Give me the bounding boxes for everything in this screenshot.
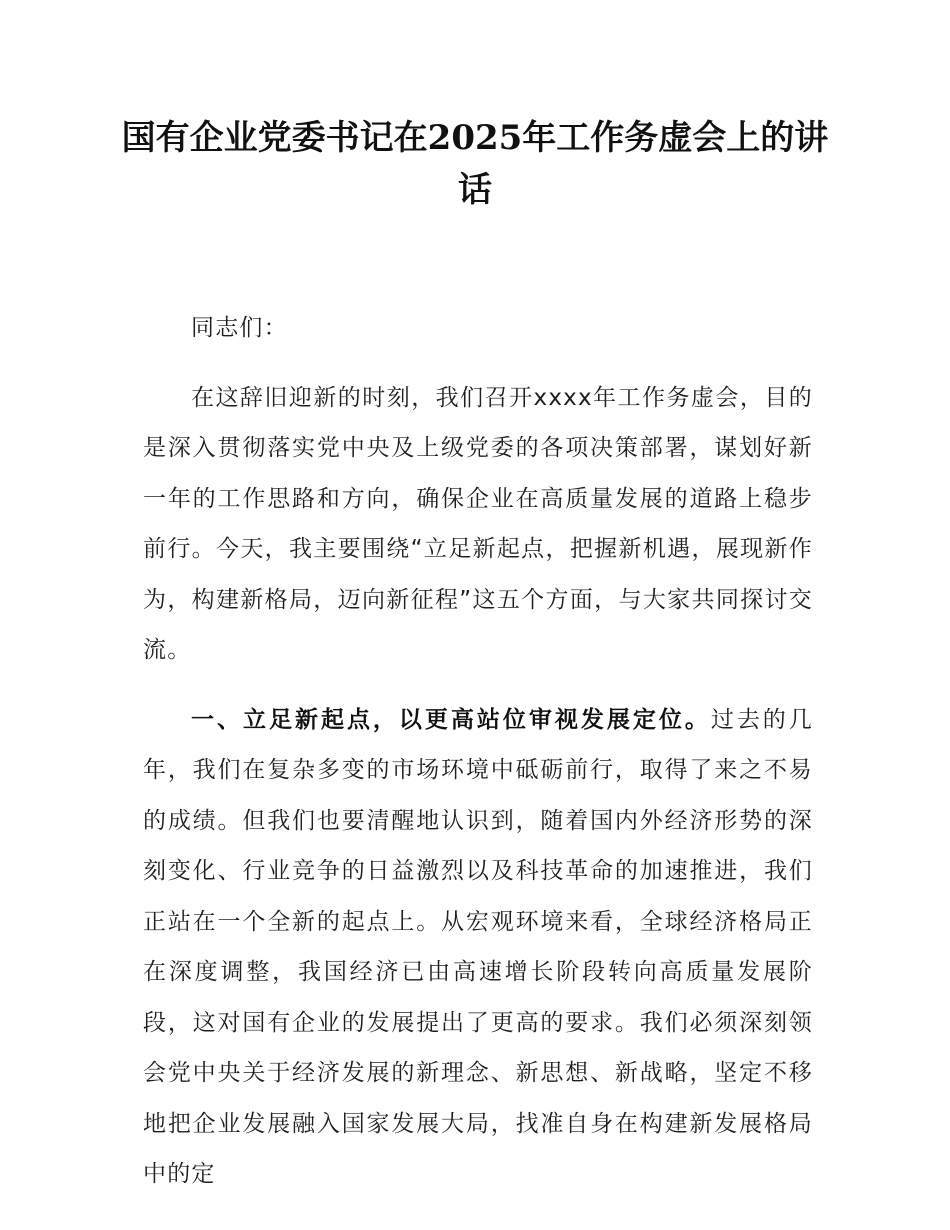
paragraph-gap — [143, 354, 813, 373]
section-1-paragraph — [143, 695, 813, 1200]
paragraph-gap — [143, 676, 813, 695]
document-body — [143, 303, 813, 1200]
document-title: 国有企业党委书记在2025年工作务虚会上的讲话 — [121, 118, 829, 210]
intro-paragraph: 在这辞旧迎新的时刻，我们召开xxxx年工作务虚会，目的是深入贯彻落实党中央及上级党委的各项决策部署，谋划好新一年的工作思路和方向，确保企业在高质量发展的道路上稳步前行。今天，我主要围绕“立足新起点，把握新机遇，展现新作为，构建新格局，迈向新征程”这五个方面，与大家共同探讨交流。 — [143, 384, 813, 663]
salutation: 同志们： — [191, 315, 288, 341]
section-1-heading: 一、立足新起点，以更高站位审视发展定位。 — [191, 706, 711, 733]
section-1-text: 过去的几年，我们在复杂多变的市场环境中砥砺前行，取得了来之不易的成绩。但我们也要清醒地认识到，随着国内外经济形势的深刻变化、行业竞争的日益激烈以及科技革命的加速推进，我们正站在一个全新的起点上。从宏观环境来看，全球经济格局正在深度调整，我国经济已由高速增长阶段转向高质量发展阶段，这对国有企业的发展提出了更高的要求。我们必须深刻领会党中央关于经济发展的新理念、新思想、新战略，坚定不移地把企业发展融入国家发展大局，找准自身在构建新发展格局中的定 — [143, 706, 814, 1187]
